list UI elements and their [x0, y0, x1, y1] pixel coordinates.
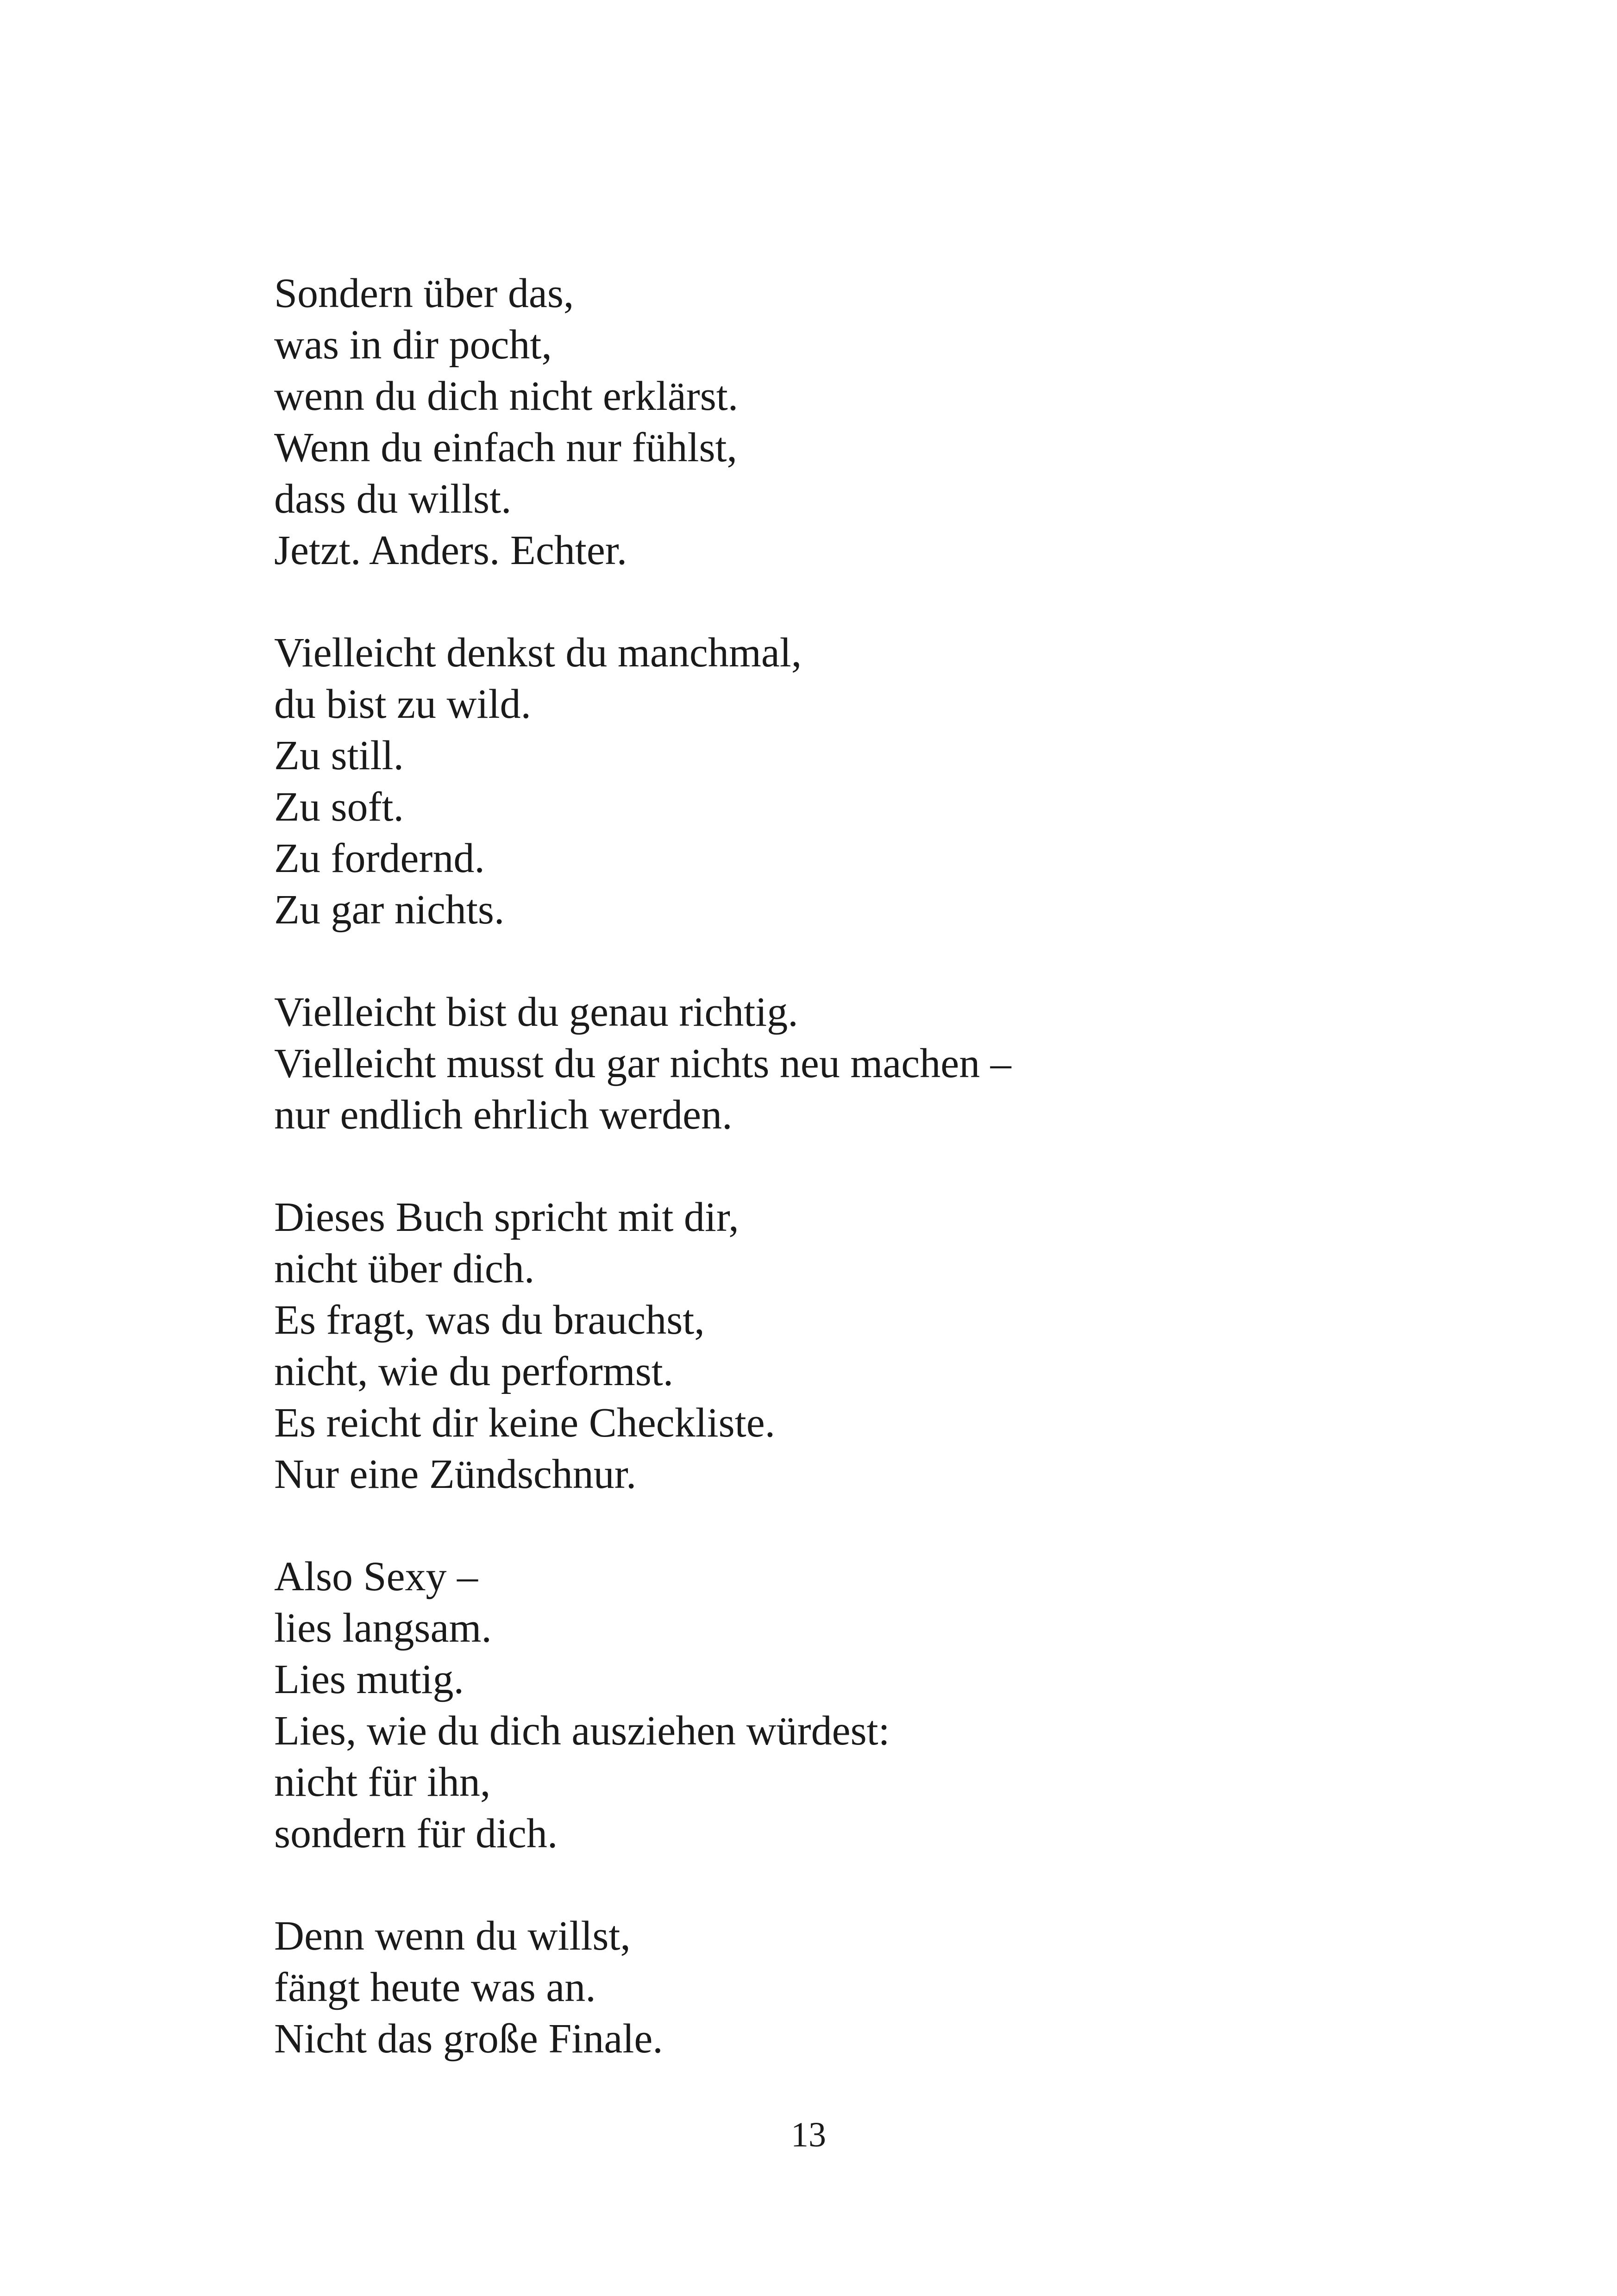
poem-line: Es fragt, was du brauchst, [274, 1297, 705, 1343]
poem-line: dass du willst. [274, 476, 512, 522]
poem-line: Zu fordernd. [274, 835, 485, 881]
poem-line: Nur eine Zündschnur. [274, 1451, 637, 1497]
poem-line: nur endlich ehrlich werden. [274, 1092, 733, 1138]
poem-line: Wenn du einfach nur fühlst, [274, 425, 737, 470]
poem-line: Dieses Buch spricht mit dir, [274, 1194, 739, 1240]
poem-line: Vielleicht denkst du manchmal, [274, 630, 802, 676]
stanza-3 [274, 986, 1385, 1141]
poem-line: sondern für dich. [274, 1811, 558, 1857]
stanza-5 [274, 1551, 1385, 1859]
poem-line: Lies, wie du dich ausziehen würdest: [274, 1708, 890, 1754]
page-number: 13 [791, 2115, 826, 2154]
poem-line: nicht, wie du performst. [274, 1349, 674, 1394]
stanza-4 [274, 1192, 1385, 1500]
poem-line: Jetzt. Anders. Echter. [274, 527, 627, 573]
poem-line: Lies mutig. [274, 1656, 464, 1702]
poem-line: Vielleicht bist du genau richtig. [274, 989, 798, 1035]
poem-line: Zu gar nichts. [274, 887, 505, 933]
poem-text [274, 268, 1385, 2064]
poem-line: Nicht das große Finale. [274, 2016, 663, 2062]
stanza-2 [274, 627, 1385, 935]
poem-line: wenn du dich nicht erklärst. [274, 373, 739, 419]
poem-line: Denn wenn du willst, [274, 1913, 631, 1959]
poem-line: Also Sexy – [274, 1554, 478, 1600]
poem-line: nicht für ihn, [274, 1759, 491, 1805]
poem-line: Vielleicht musst du gar nichts neu machen – [274, 1041, 1011, 1086]
poem-line: Zu soft. [274, 784, 404, 830]
poem-line: du bist zu wild. [274, 681, 531, 727]
poem-line: Sondern über das, [274, 270, 574, 316]
poem-line: nicht über dich. [274, 1246, 535, 1292]
poem-line: was in dir pocht, [274, 322, 552, 368]
stanza-6 [274, 1910, 1385, 2064]
poem-line: Zu still. [274, 733, 404, 778]
poem-line: Es reicht dir keine Checkliste. [274, 1400, 776, 1446]
stanza-1 [274, 268, 1385, 576]
poem-line: fängt heute was an. [274, 1964, 596, 2010]
poem-line: lies langsam. [274, 1605, 492, 1651]
